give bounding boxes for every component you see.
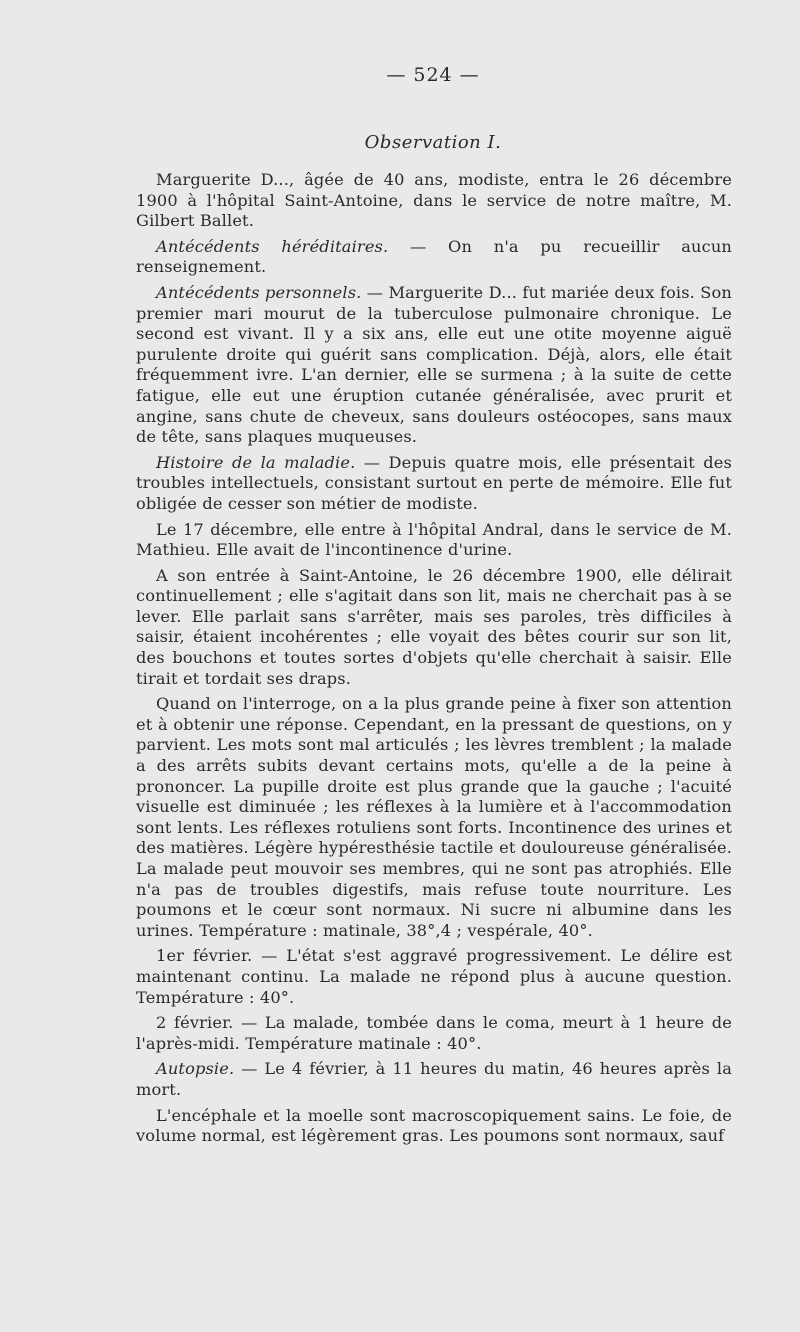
paragraph: L'encéphale et la moelle sont macroscopiquement sains. Le foie, de volume normal, est légèrement gras. Les poumons sont normaux, sauf	[136, 1105, 732, 1146]
body-text	[136, 170, 732, 1152]
observation-title: Observation I.	[364, 132, 502, 153]
page-number: — 524 —	[386, 64, 480, 86]
paragraph: Quand on l'interroge, on a la plus grande peine à fixer son attention et à obtenir une réponse. Cependant, en la pressant de questions, on y parvient. Les mots sont mal articulés ; les lèvres tremblent ; la malade a des arrêts subits devant certains mots, qu'elle a de la peine à prononcer. La pupille droite est plus grande que la gauche ; l'acuité visuelle est diminuée ; les réflexes à la lumière et à l'accommodation sont lents. Les réflexes rotuliens sont forts. Incontinence des urines et des matières. Légère hypéresthésie tactile et douloureuse généralisée. La malade peut mouvoir ses membres, qui ne sont pas atrophiés. Elle n'a pas de troubles digestifs, mais refuse toute nourriture. Les poumons et le cœur sont normaux. Ni sucre ni albumine dans les urines. Température : matinale, 38°,4 ; vespérale, 40°.	[136, 694, 732, 940]
section-lead: Autopsie.	[156, 1059, 235, 1079]
section-lead: Antécédents héréditaires.	[156, 236, 389, 256]
paragraph: 1er février. — L'état s'est aggravé progressivement. Le délire est maintenant continu. La malade ne répond plus à aucune question. Température : 40°.	[136, 946, 732, 1007]
paragraph: Histoire de la maladie. — Depuis quatre mois, elle présentait des troubles intellectuels, consistant surtout en perte de mémoire. Elle fut obligée de cesser son métier de modiste.	[136, 452, 732, 513]
paragraph: Le 17 décembre, elle entre à l'hôpital Andral, dans le service de M. Mathieu. Elle avait de l'incontinence d'urine.	[136, 519, 732, 560]
paragraph: Antécédents héréditaires. — On n'a pu recueillir aucun renseignement.	[136, 236, 732, 277]
section-lead: Antécédents personnels.	[156, 282, 362, 302]
paragraph: Autopsie. — Le 4 février, à 11 heures du matin, 46 heures après la mort.	[136, 1059, 732, 1099]
paragraph: Antécédents personnels. — Marguerite D... fut mariée deux fois. Son premier mari mourut de la tuberculose pulmonaire chronique. Le second est vivant. Il y a six ans, elle eut une otite moyenne aiguë purulente droite qui guérit sans complication. Déjà, alors, elle était fréquemment ivre. L'an dernier, elle se surmena ; à la suite de cette fatigue, elle eut une éruption cutanée généralisée, avec prurit et angine, sans chute de cheveux, sans douleurs ostéocopes, sans maux de tête, sans plaques muqueuses.	[136, 282, 732, 447]
section-lead: Histoire de la maladie.	[156, 452, 356, 472]
paragraph: Marguerite D..., âgée de 40 ans, modiste, entra le 26 décembre 1900 à l'hôpital Saint-Antoine, dans le service de notre maître, M. Gilbert Ballet.	[136, 170, 732, 231]
paragraph: A son entrée à Saint-Antoine, le 26 décembre 1900, elle délirait continuellement ; elle s'agitait dans son lit, mais ne cherchait pas à se lever. Elle parlait sans s'arrêter, mais ses paroles, très difficiles à saisir, étaient incohérentes ; elle voyait des bêtes courir sur son lit, des bouchons et toutes sortes d'objets qu'elle cherchait à saisir. Elle tirait et tordait ses draps.	[136, 565, 732, 688]
paragraph: 2 février. — La malade, tombée dans le coma, meurt à 1 heure de l'après-midi. Température matinale : 40°.	[136, 1013, 732, 1053]
